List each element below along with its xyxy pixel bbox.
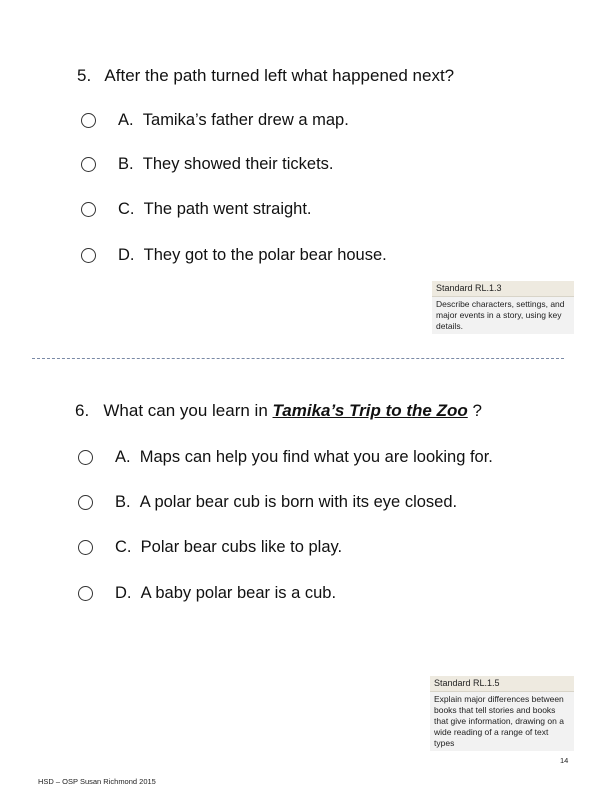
q6-option-b[interactable]: [78, 493, 457, 512]
standard-label: Standard RL.1.5: [430, 676, 574, 691]
radio-icon[interactable]: [81, 113, 96, 128]
standard-box-rl-1-5: [430, 676, 574, 751]
question-6-title: [75, 401, 482, 421]
book-title: Tamika’s Trip to the Zoo: [272, 401, 468, 420]
page-number: 14: [560, 756, 569, 765]
question-6-number: 6.: [75, 401, 90, 420]
radio-icon[interactable]: [81, 202, 96, 217]
question-6-mark: ?: [472, 401, 482, 420]
q6-option-d[interactable]: [78, 584, 336, 603]
q5-option-d-label: D. They got to the polar bear house.: [118, 246, 387, 264]
radio-icon[interactable]: [81, 157, 96, 172]
radio-icon[interactable]: [78, 586, 93, 601]
q5-option-b[interactable]: [81, 155, 334, 174]
q5-option-c-label: C. The path went straight.: [118, 200, 312, 218]
section-divider: [32, 358, 564, 359]
radio-icon[interactable]: [78, 540, 93, 555]
q6-option-c-label: C. Polar bear cubs like to play.: [115, 538, 343, 556]
radio-icon[interactable]: [78, 495, 93, 510]
question-6-text: What can you learn in: [103, 401, 268, 420]
q6-option-a[interactable]: [78, 448, 493, 467]
standard-label: Standard RL.1.3: [432, 281, 574, 296]
q6-option-d-label: D. A baby polar bear is a cub.: [115, 584, 337, 602]
standard-description: Explain major differences between books that tell stories and books that give information, drawing on a wide reading of a range of text types: [430, 691, 574, 751]
question-5-number: 5.: [77, 66, 92, 85]
q5-option-c[interactable]: [81, 200, 312, 219]
q5-option-b-label: B. They showed their tickets.: [118, 155, 334, 173]
q5-option-a[interactable]: [81, 111, 349, 130]
question-5-title: [77, 66, 454, 86]
radio-icon[interactable]: [81, 248, 96, 263]
radio-icon[interactable]: [78, 450, 93, 465]
standard-description: Describe characters, settings, and major events in a story, using key details.: [432, 296, 574, 334]
q6-option-c[interactable]: [78, 538, 342, 557]
q6-option-a-label: A. Maps can help you find what you are looking for.: [115, 448, 493, 466]
question-5-text: After the path turned left what happened next?: [104, 66, 455, 85]
q5-option-a-label: A. Tamika’s father drew a map.: [118, 111, 349, 129]
standard-box-rl-1-3: [432, 281, 574, 334]
footer-credit: HSD – OSP Susan Richmond 2015: [38, 777, 156, 786]
q6-option-b-label: B. A polar bear cub is born with its eye closed.: [115, 493, 458, 511]
q5-option-d[interactable]: [81, 246, 387, 265]
